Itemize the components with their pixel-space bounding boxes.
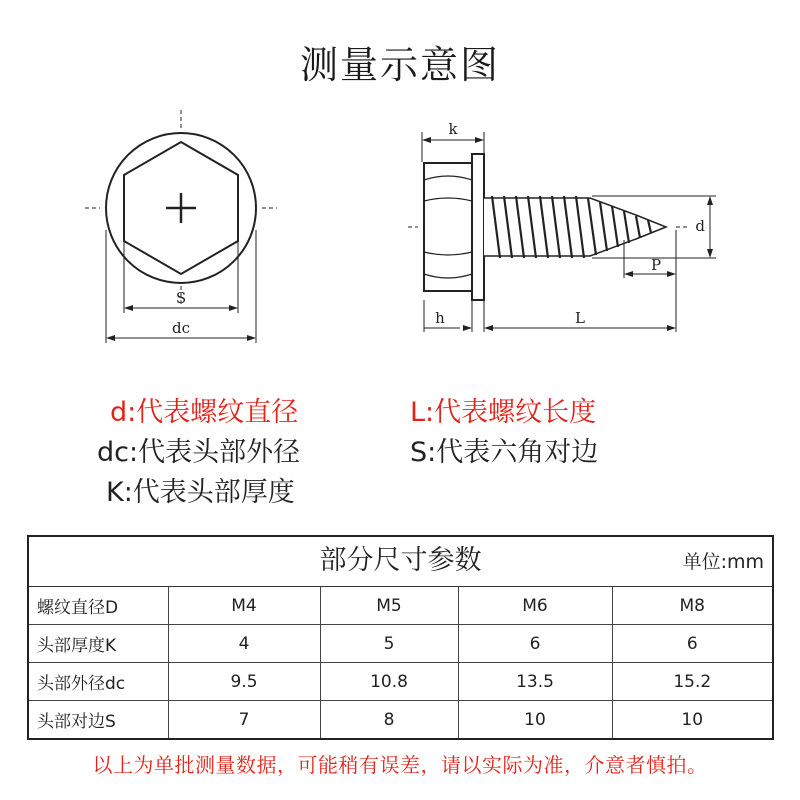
table-cell: 4 xyxy=(168,625,320,663)
screw-side-view xyxy=(408,132,716,332)
table-cell: 9.5 xyxy=(168,663,320,701)
table-cell: 5 xyxy=(320,625,458,663)
table-row xyxy=(29,663,772,701)
table-row xyxy=(29,587,772,625)
size-parameter-table xyxy=(27,535,774,740)
table-cell: 10.8 xyxy=(320,663,458,701)
table-cell: M6 xyxy=(458,587,612,625)
dimension-label-k: k xyxy=(448,120,458,138)
table-cell: 10 xyxy=(458,701,612,739)
row-label: 头部外径dc xyxy=(29,663,168,701)
dimension-label-d: d xyxy=(695,217,705,235)
row-label: 头部对边S xyxy=(29,701,168,739)
table-cell: 13.5 xyxy=(458,663,612,701)
dimension-label-p: P xyxy=(650,256,662,274)
unit-label: 单位:mm xyxy=(682,551,764,573)
table-cell: 6 xyxy=(612,625,772,663)
page-title: 测量示意图 xyxy=(299,43,500,87)
table-cell: 6 xyxy=(458,625,612,663)
table-row xyxy=(29,625,772,663)
table-cell: 7 xyxy=(168,701,320,739)
table-cell: M5 xyxy=(320,587,458,625)
legend-dc: dc:代表头部外径 xyxy=(97,437,301,468)
legend-l: L:代表螺纹长度 xyxy=(410,397,597,428)
disclaimer-note: 以上为单批测量数据，可能稍有误差，请以实际为准，介意者慎拍。 xyxy=(92,753,708,777)
params-grid xyxy=(29,587,772,738)
legend-s: S:代表六角对边 xyxy=(410,437,599,468)
table-title: 部分尺寸参数 xyxy=(319,545,482,576)
dimension-label-l: L xyxy=(575,309,585,327)
screw-head-top-view xyxy=(85,110,277,343)
dimension-label-dc: dc xyxy=(171,319,191,337)
table-cell: 8 xyxy=(320,701,458,739)
table-cell: M4 xyxy=(168,587,320,625)
table-cell: 10 xyxy=(612,701,772,739)
legend-d: d:代表螺纹直径 xyxy=(110,397,299,428)
row-label: 头部厚度K xyxy=(29,625,168,663)
table-header xyxy=(29,537,772,587)
dimension-label-s: S xyxy=(175,289,187,307)
table-cell: 15.2 xyxy=(612,663,772,701)
measurement-diagram xyxy=(0,100,800,370)
legend-k: K:代表头部厚度 xyxy=(106,477,295,508)
table-row xyxy=(29,701,772,739)
table-cell: M8 xyxy=(612,587,772,625)
row-label: 螺纹直径D xyxy=(29,587,168,625)
dimension-label-h: h xyxy=(435,309,445,327)
